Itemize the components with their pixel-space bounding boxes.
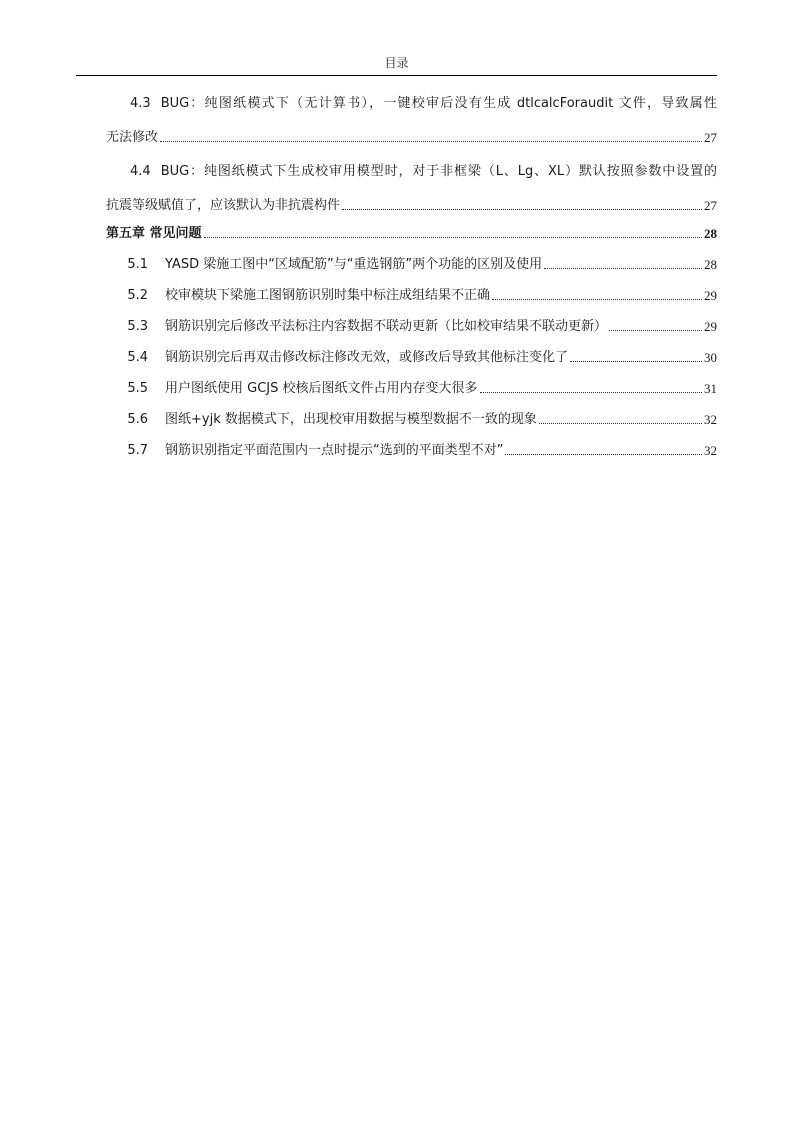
header-divider	[76, 75, 717, 76]
toc-entry-title: 钢筋识别完后修改平法标注内容数据不联动更新（比如校审结果不联动更新）	[165, 319, 608, 334]
toc-entry-title: 用户图纸使用 GCJS 校核后图纸文件占用内存变大很多	[165, 381, 478, 396]
toc-entry-5-5[interactable]	[106, 380, 717, 397]
toc-entry-number: 4.4	[130, 164, 151, 179]
toc-entry-number: 5.2	[127, 288, 148, 303]
toc-page-number: 27	[704, 130, 717, 145]
toc-entry-title: YASD 梁施工图中“区域配筋”与“重选钢筋”两个功能的区别及使用	[165, 257, 543, 272]
toc-entry-title: 钢筋识别完后再双击修改标注修改无效，或修改后导致其他标注变化了	[165, 350, 569, 365]
dot-leader	[160, 141, 702, 142]
toc-entry-number: 5.4	[127, 350, 148, 365]
toc-page-number: 32	[704, 412, 717, 427]
toc-entry-title: 图纸+yjk 数据模式下，出现校审用数据与模型数据不一致的现象	[165, 412, 537, 427]
toc-entry-4-4-line2	[106, 197, 717, 214]
toc-entry-4-3-line2	[106, 129, 717, 146]
toc-entry-title: 校审模块下梁施工图钢筋识别时集中标注成组结果不正确	[165, 288, 491, 303]
toc-page-number: 27	[704, 198, 717, 213]
dot-leader	[492, 299, 702, 300]
dot-leader	[204, 237, 702, 238]
toc-entry-5-7[interactable]	[106, 442, 717, 459]
toc-chapter-title: 第五章 常见问题	[106, 226, 202, 241]
dot-leader	[505, 454, 702, 455]
toc-entry-number: 5.6	[127, 412, 148, 427]
toc-chapter-5[interactable]	[106, 225, 717, 242]
table-of-contents	[106, 95, 717, 473]
dot-leader	[570, 361, 702, 362]
dot-leader	[544, 268, 702, 269]
toc-entry-number: 5.3	[127, 319, 148, 334]
toc-entry-title-continued: 抗震等级赋值了，应该默认为非抗震构件	[106, 198, 341, 213]
toc-entry-4-3[interactable]	[106, 95, 717, 146]
toc-entry-5-6[interactable]	[106, 411, 717, 428]
toc-entry-number: 5.7	[127, 443, 148, 458]
toc-entry-number: 5.1	[127, 257, 148, 272]
toc-entry-5-1[interactable]	[106, 256, 717, 273]
toc-entry-number: 5.5	[127, 381, 148, 396]
toc-entry-5-2[interactable]	[106, 287, 717, 304]
toc-entry-5-4[interactable]	[106, 349, 717, 366]
toc-page-number: 29	[704, 288, 717, 303]
toc-entry-title: BUG：纯图纸模式下生成校审用模型时，对于非框梁（L、Lg、XL）默认按照参数中设置的	[160, 164, 717, 179]
toc-entry-title-continued: 无法修改	[106, 130, 159, 145]
toc-entry-5-3[interactable]	[106, 318, 717, 335]
toc-entry-4-4[interactable]	[106, 163, 717, 214]
toc-page-number: 28	[704, 226, 717, 241]
toc-page-number: 29	[704, 319, 717, 334]
toc-entry-4-4-line1	[106, 163, 717, 180]
toc-entry-4-3-line1	[106, 95, 717, 112]
toc-entry-title: BUG：纯图纸模式下（无计算书），一键校审后没有生成 dtlcalcForaudit 文件，导致属性	[160, 96, 717, 111]
toc-entry-title: 钢筋识别指定平面范围内一点时提示“选到的平面类型不对”	[165, 443, 504, 458]
toc-page-number: 28	[704, 257, 717, 272]
toc-page-number: 31	[704, 381, 717, 396]
toc-page-number: 32	[704, 443, 717, 458]
dot-leader	[480, 392, 702, 393]
dot-leader	[539, 423, 702, 424]
dot-leader	[342, 209, 702, 210]
dot-leader	[609, 330, 702, 331]
toc-page-number: 30	[704, 350, 717, 365]
page-header-title: 目录	[384, 56, 409, 70]
toc-entry-number: 4.3	[130, 96, 151, 111]
